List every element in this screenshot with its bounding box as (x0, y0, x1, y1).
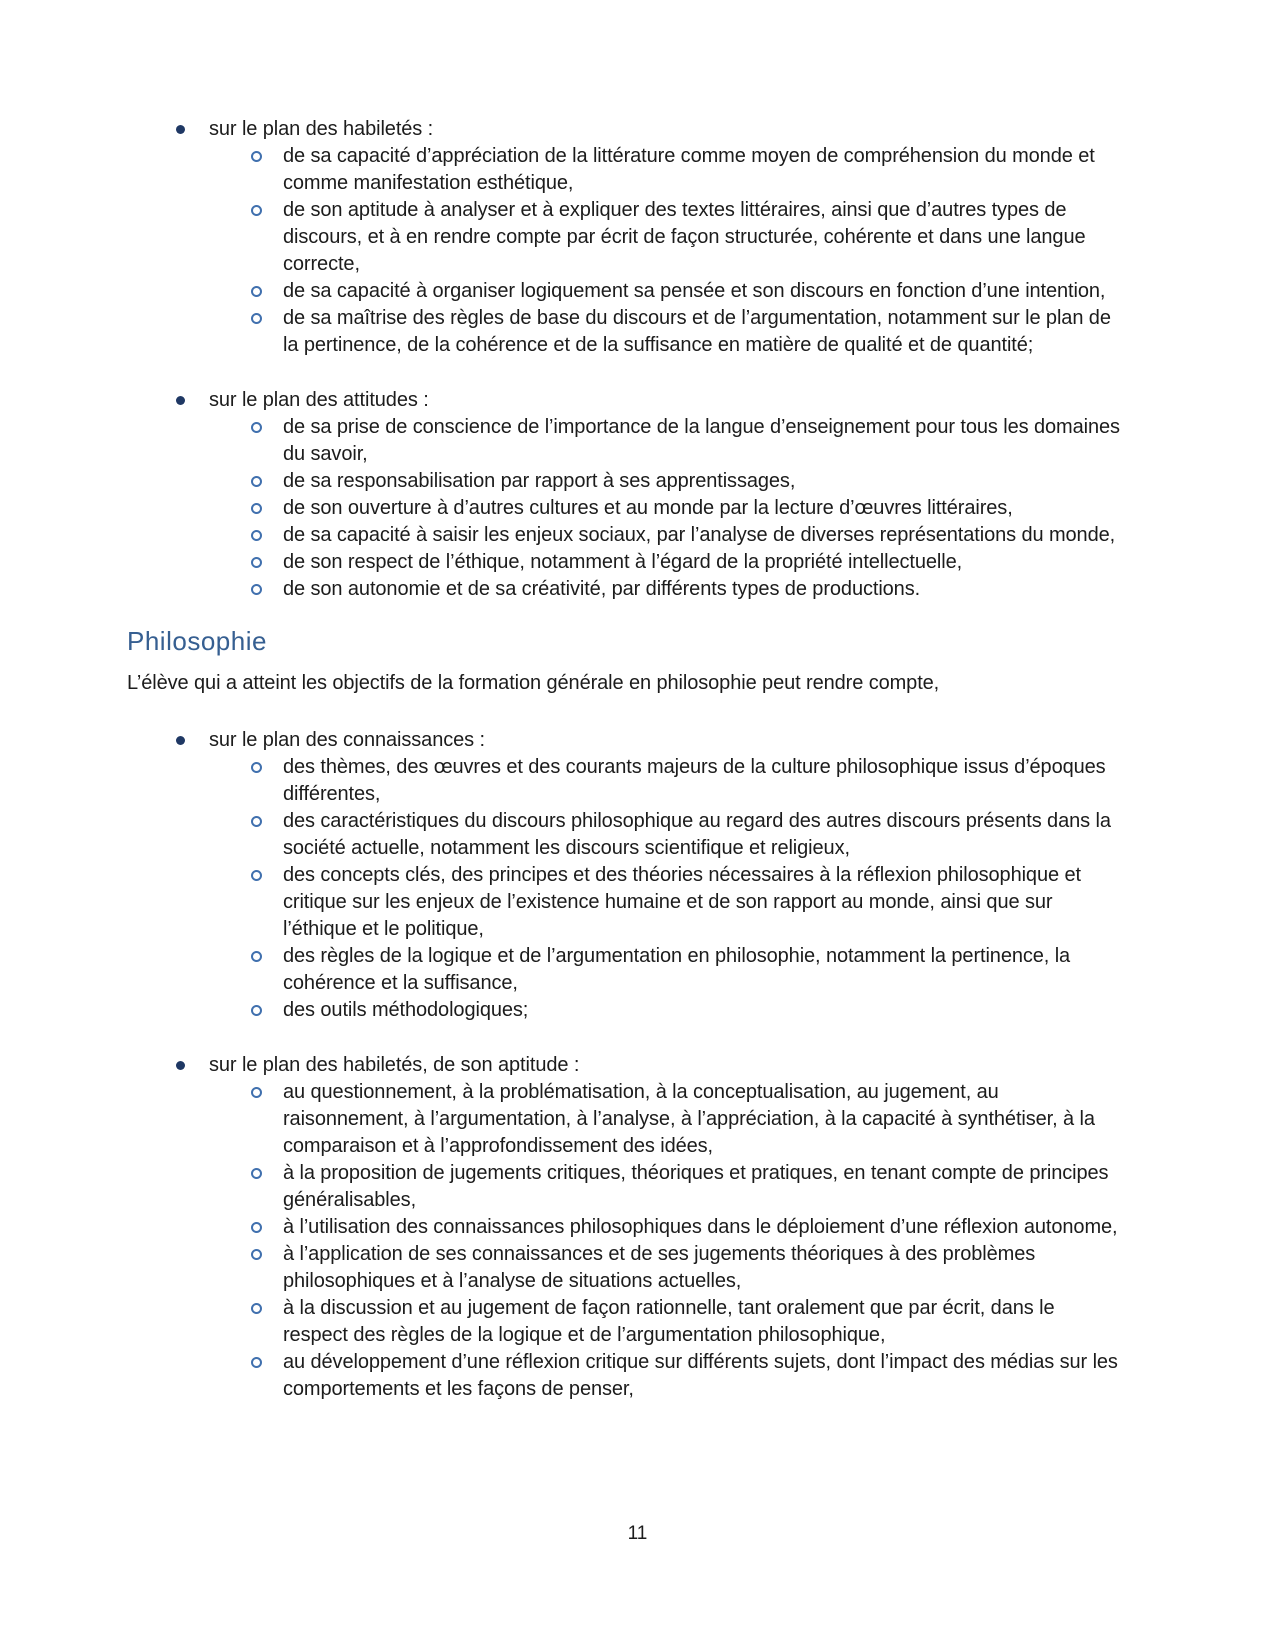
circle-bullet-icon (251, 1168, 262, 1179)
list-item (127, 197, 1122, 278)
circle-bullet-icon (251, 1357, 262, 1368)
list-item (127, 278, 1122, 305)
list-item (127, 495, 1122, 522)
list-item-text: de sa capacité à saisir les enjeux sociaux, par l’analyse de diverses représentations du monde, (283, 524, 1116, 546)
list-item-text: à l’utilisation des connaissances philosophiques dans le déploiement d’une réflexion autonome, (283, 1216, 1118, 1238)
document-content (127, 116, 1122, 1403)
circle-bullet-icon (251, 870, 262, 881)
list-level1-label: sur le plan des habiletés, de son aptitude : (209, 1054, 580, 1076)
circle-bullet-icon (251, 422, 262, 433)
list-item (127, 754, 1122, 808)
list-item (127, 1295, 1122, 1349)
list-item (127, 143, 1122, 197)
intro-paragraph: L’élève qui a atteint les objectifs de la formation générale en philosophie peut rendre compte, (127, 672, 940, 694)
list-item (127, 1160, 1122, 1214)
circle-bullet-icon (251, 557, 262, 568)
list-item-text: de sa capacité à organiser logiquement sa pensée et son discours en fonction d’une intention, (283, 280, 1106, 302)
list-level1-item (127, 387, 1122, 414)
list-item (127, 943, 1122, 997)
list-item-text: des concepts clés, des principes et des théories nécessaires à la réflexion philosophique et critique sur les enjeux de l’existence humaine et de son rapport au monde, ainsi que sur l’éthique et le politique, (283, 864, 1081, 940)
list-item-text: de sa maîtrise des règles de base du discours et de l’argumentation, notamment sur le plan de la pertinence, de la cohérence et de la suffisance en matière de qualité et de quantité; (283, 307, 1111, 356)
list-group (127, 1052, 1122, 1403)
circle-bullet-icon (251, 1303, 262, 1314)
list-item-text: à la discussion et au jugement de façon rationnelle, tant oralement que par écrit, dans le respect des règles de la logique et de l’argumentation philosophique, (283, 1297, 1055, 1346)
circle-bullet-icon (251, 205, 262, 216)
list-item (127, 1349, 1122, 1403)
list-item (127, 1079, 1122, 1160)
circle-bullet-icon (251, 476, 262, 487)
list-item (127, 1214, 1122, 1241)
circle-bullet-icon (251, 1222, 262, 1233)
list-level1-item (127, 116, 1122, 143)
list-item (127, 1241, 1122, 1295)
circle-bullet-icon (251, 762, 262, 773)
circle-bullet-icon (251, 530, 262, 541)
list-item (127, 862, 1122, 943)
list-item (127, 522, 1122, 549)
list-group (127, 387, 1122, 603)
disc-bullet-icon (176, 396, 185, 405)
list-item-text: des caractéristiques du discours philosophique au regard des autres discours présents dans la société actuelle, notamment les discours scientifique et religieux, (283, 810, 1111, 859)
disc-bullet-icon (176, 1061, 185, 1070)
list-level1-item (127, 727, 1122, 754)
bullet-list-upper (127, 116, 1122, 603)
disc-bullet-icon (176, 736, 185, 745)
circle-bullet-icon (251, 286, 262, 297)
list-item (127, 997, 1122, 1024)
list-item (127, 468, 1122, 495)
disc-bullet-icon (176, 125, 185, 134)
page-number: 11 (627, 1523, 648, 1544)
list-level1-label: sur le plan des connaissances : (209, 729, 485, 751)
circle-bullet-icon (251, 816, 262, 827)
list-item-text: de sa prise de conscience de l’importance de la langue d’enseignement pour tous les domaines du savoir, (283, 416, 1120, 465)
list-item-text: à l’application de ses connaissances et de ses jugements théoriques à des problèmes philosophiques et à l’analyse de situations actuelles, (283, 1243, 1036, 1292)
list-item (127, 576, 1122, 603)
list-item (127, 414, 1122, 468)
circle-bullet-icon (251, 313, 262, 324)
list-item (127, 305, 1122, 359)
list-level1-label: sur le plan des habiletés : (209, 118, 434, 140)
list-item-text: des règles de la logique et de l’argumentation en philosophie, notamment la pertinence, la cohérence et la suffisance, (283, 945, 1071, 994)
circle-bullet-icon (251, 584, 262, 595)
circle-bullet-icon (251, 1087, 262, 1098)
list-level2 (127, 1079, 1122, 1403)
list-item-text: à la proposition de jugements critiques, théoriques et pratiques, en tenant compte de principes généralisables, (283, 1162, 1109, 1211)
list-item-text: des thèmes, des œuvres et des courants majeurs de la culture philosophique issus d’époques différentes, (283, 756, 1106, 805)
list-item-text: de son aptitude à analyser et à expliquer des textes littéraires, ainsi que d’autres types de discours, et à en rendre compte par écrit de façon structurée, cohérente et dans une langue correcte, (283, 199, 1086, 275)
list-level2 (127, 754, 1122, 1024)
circle-bullet-icon (251, 1005, 262, 1016)
list-level2 (127, 414, 1122, 603)
list-level1-item (127, 1052, 1122, 1079)
circle-bullet-icon (251, 951, 262, 962)
section-heading: Philosophie (127, 626, 267, 656)
list-group (127, 116, 1122, 359)
list-level1-label: sur le plan des attitudes : (209, 389, 429, 411)
list-item-text: de sa capacité d’appréciation de la littérature comme moyen de compréhension du monde et comme manifestation esthétique, (283, 145, 1095, 194)
list-item-text: de son ouverture à d’autres cultures et au monde par la lecture d’œuvres littéraires, (283, 497, 1013, 519)
list-group (127, 727, 1122, 1024)
circle-bullet-icon (251, 503, 262, 514)
list-item-text: de son autonomie et de sa créativité, par différents types de productions. (283, 578, 921, 600)
list-item (127, 549, 1122, 576)
list-item-text: de son respect de l’éthique, notamment à l’égard de la propriété intellectuelle, (283, 551, 963, 573)
bullet-list-lower (127, 727, 1122, 1403)
list-item (127, 808, 1122, 862)
list-item-text: des outils méthodologiques; (283, 999, 529, 1021)
list-item-text: au questionnement, à la problématisation, à la conceptualisation, au jugement, au raisonnement, à l’argumentation, à l’analyse, à l’appréciation, à la capacité à synthétiser, à la comparaison et à l’approfondissement des idées, (283, 1081, 1095, 1157)
list-level2 (127, 143, 1122, 359)
list-item-text: au développement d’une réflexion critique sur différents sujets, dont l’impact des médias sur les comportements et les façons de penser, (283, 1351, 1118, 1400)
circle-bullet-icon (251, 1249, 262, 1260)
circle-bullet-icon (251, 151, 262, 162)
list-item-text: de sa responsabilisation par rapport à ses apprentissages, (283, 470, 796, 492)
